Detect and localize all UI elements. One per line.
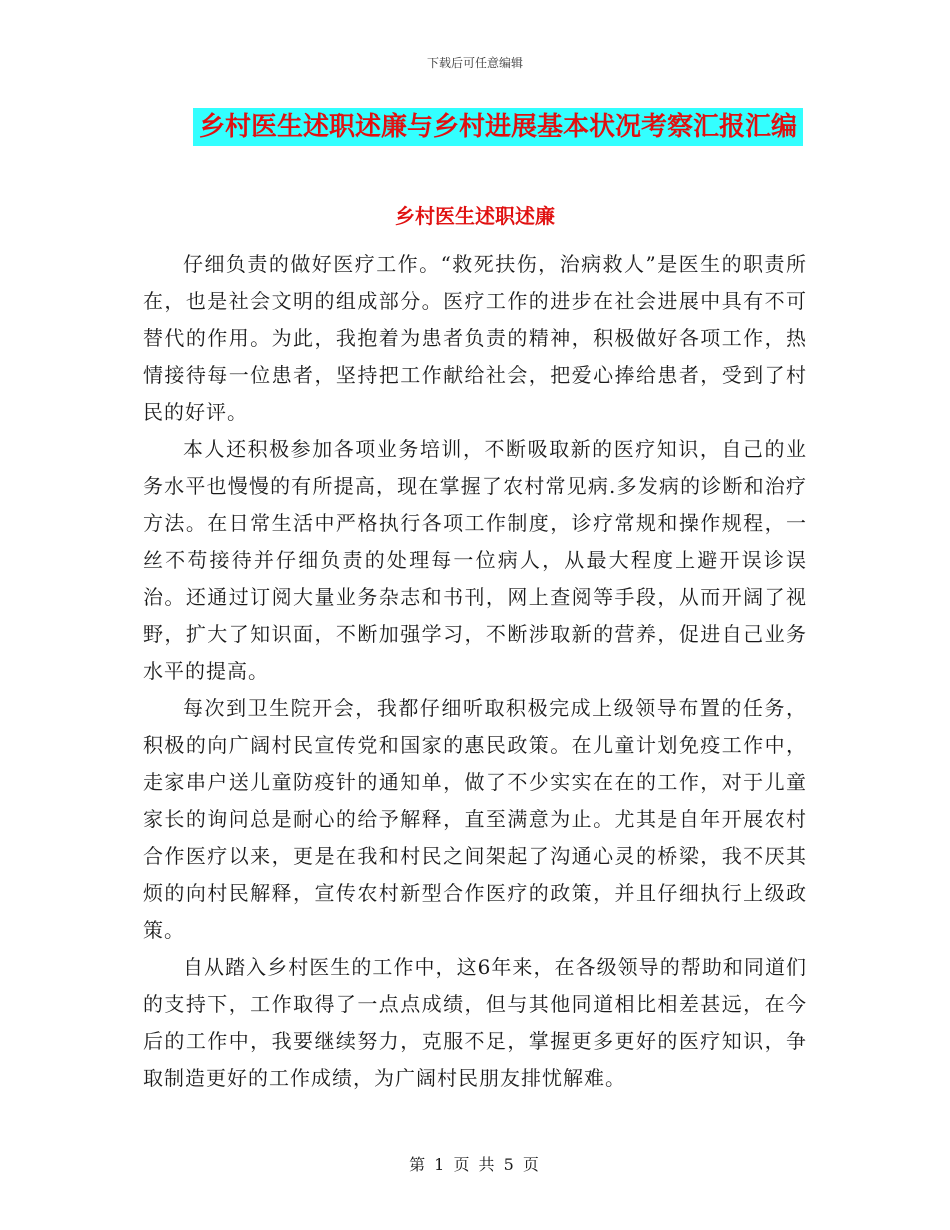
page-number-footer: 第 1 页 共 5 页: [409, 1155, 541, 1174]
document-title: 乡村医生述职述廉与乡村进展基本状况考察汇报汇编: [193, 108, 803, 146]
body-paragraph: 仔细负责的做好医疗工作。“救死扶伤，治病救人”是医生的职责所在，也是社会文明的组成部分。医疗工作的进步在社会进展中具有不可替代的作用。为此，我抱着为患者负责的精神，积极做好各项工作，热情接待每一位患者，坚持把工作献给社会，把爱心捧给患者，受到了村民的好评。: [143, 252, 807, 424]
section-title: 乡村医生述职述廉: [395, 204, 555, 228]
document-body: [143, 246, 807, 1097]
page-header-note: 下载后可任意编辑: [426, 56, 523, 70]
body-paragraph: 每次到卫生院开会，我都仔细听取积极完成上级领导布置的任务，积极的向广阔村民宣传党和国家的惠民政策。在儿童计划免疫工作中，走家串户送儿童防疫针的通知单，做了不少实实在在的工作，对于儿童家长的询问总是耐心的给予解释，直至满意为止。尤其是自年开展农村合作医疗以来，更是在我和村民之间架起了沟通心灵的桥梁，我不厌其烦的向村民解释，宣传农村新型合作医疗的政策，并且仔细执行上级政策。: [143, 696, 807, 942]
body-paragraph: 本人还积极参加各项业务培训，不断吸取新的医疗知识，自己的业务水平也慢慢的有所提高，现在掌握了农村常见病.多发病的诊断和治疗方法。在日常生活中严格执行各项工作制度，诊疗常规和操作规程，一丝不苟接待并仔细负责的处理每一位病人，从最大程度上避开误诊误治。还通过订阅大量业务杂志和书刊，网上查阅等手段，从而开阔了视野，扩大了知识面，不断加强学习，不断涉取新的营养，促进自己业务水平的提高。: [143, 437, 807, 683]
body-paragraph: 自从踏入乡村医生的工作中，这6年来，在各级领导的帮助和同道们的支持下，工作取得了一点点成绩，但与其他同道相比相差甚远，在今后的工作中，我要继续努力，克服不足，掌握更多更好的医疗知识，争取制造更好的工作成绩，为广阔村民朋友排忧解难。: [143, 955, 807, 1090]
